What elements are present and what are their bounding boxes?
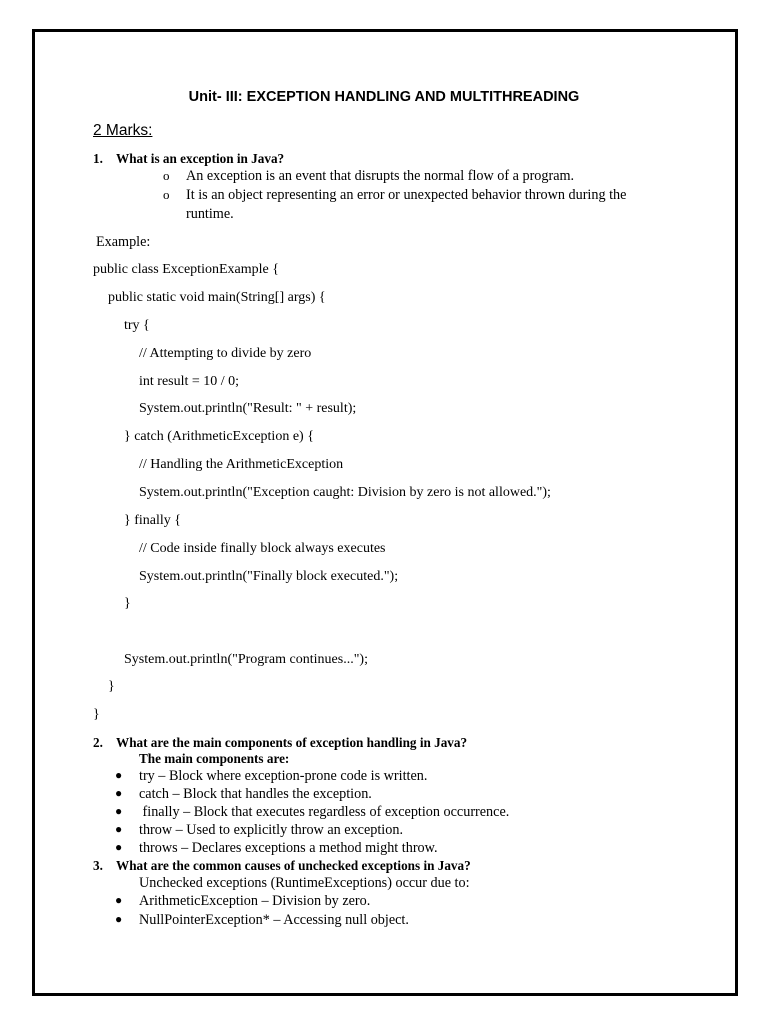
bullet-dot-icon: ● (115, 786, 123, 800)
bullet-dot-icon: ● (115, 768, 123, 782)
code-line: try { (124, 318, 150, 333)
question-2-text: What are the main components of exception handling in Java? (116, 735, 468, 750)
bullet-dot-icon: ● (115, 912, 123, 926)
example-label: Example: (96, 234, 151, 250)
question-1-number: 1. (93, 151, 103, 166)
q3-intro: Unchecked exceptions (RuntimeExceptions) occur due to: (139, 875, 470, 891)
code-line: System.out.println("Result: " + result); (139, 401, 357, 416)
q1-point-2-text: It is an object representing an error or unexpected behavior thrown during the (186, 187, 627, 203)
code-line: // Code inside finally block always executes (139, 541, 386, 556)
section-heading-2-marks: 2 Marks: (93, 122, 153, 139)
q2-bullet-text: finally – Block that executes regardless of exception occurrence. (139, 804, 510, 820)
question-2-number: 2. (93, 735, 103, 750)
code-line: } (124, 596, 131, 611)
code-line: } (108, 679, 115, 694)
q2-bullet-text: throw – Used to explicitly throw an exception. (139, 822, 403, 838)
code-line: // Attempting to divide by zero (139, 346, 312, 361)
q2-subheading: The main components are: (139, 751, 290, 766)
code-line: public class ExceptionExample { (93, 262, 279, 277)
code-line: } catch (ArithmeticException e) { (124, 429, 314, 444)
q2-bullet-text: catch – Block that handles the exception. (139, 786, 372, 802)
circle-bullet-icon: o (163, 168, 170, 183)
bullet-dot-icon: ● (115, 893, 123, 907)
bullet-dot-icon: ● (115, 822, 123, 836)
q2-bullet-text: throws – Declares exceptions a method might throw. (139, 840, 438, 856)
document-title: Unit- III: EXCEPTION HANDLING AND MULTITHREADING (188, 89, 580, 105)
code-line: } (93, 707, 100, 722)
question-3-text: What are the common causes of unchecked exceptions in Java? (116, 858, 471, 873)
question-1-text: What is an exception in Java? (116, 151, 285, 166)
code-line: System.out.println("Program continues..."); (124, 652, 368, 667)
question-3-number: 3. (93, 858, 103, 873)
bullet-dot-icon: ● (115, 840, 123, 854)
q3-bullet-text: ArithmeticException – Division by zero. (139, 893, 371, 909)
bullet-dot-icon: ● (115, 804, 123, 818)
code-line: System.out.println("Finally block executed."); (139, 569, 399, 584)
code-line: public static void main(String[] args) { (108, 290, 326, 305)
q1-point-1-text: An exception is an event that disrupts the normal flow of a program. (186, 168, 575, 184)
q1-point-2-continued: runtime. (186, 206, 234, 222)
q2-bullet-text: try – Block where exception-prone code is written. (139, 768, 428, 784)
code-line: System.out.println("Exception caught: Division by zero is not allowed."); (139, 485, 551, 500)
circle-bullet-icon: o (163, 187, 170, 202)
code-line: // Handling the ArithmeticException (139, 457, 344, 472)
q3-bullet-text: NullPointerException* – Accessing null object. (139, 912, 409, 928)
code-line: int result = 10 / 0; (139, 374, 240, 389)
code-line: } finally { (124, 513, 181, 528)
